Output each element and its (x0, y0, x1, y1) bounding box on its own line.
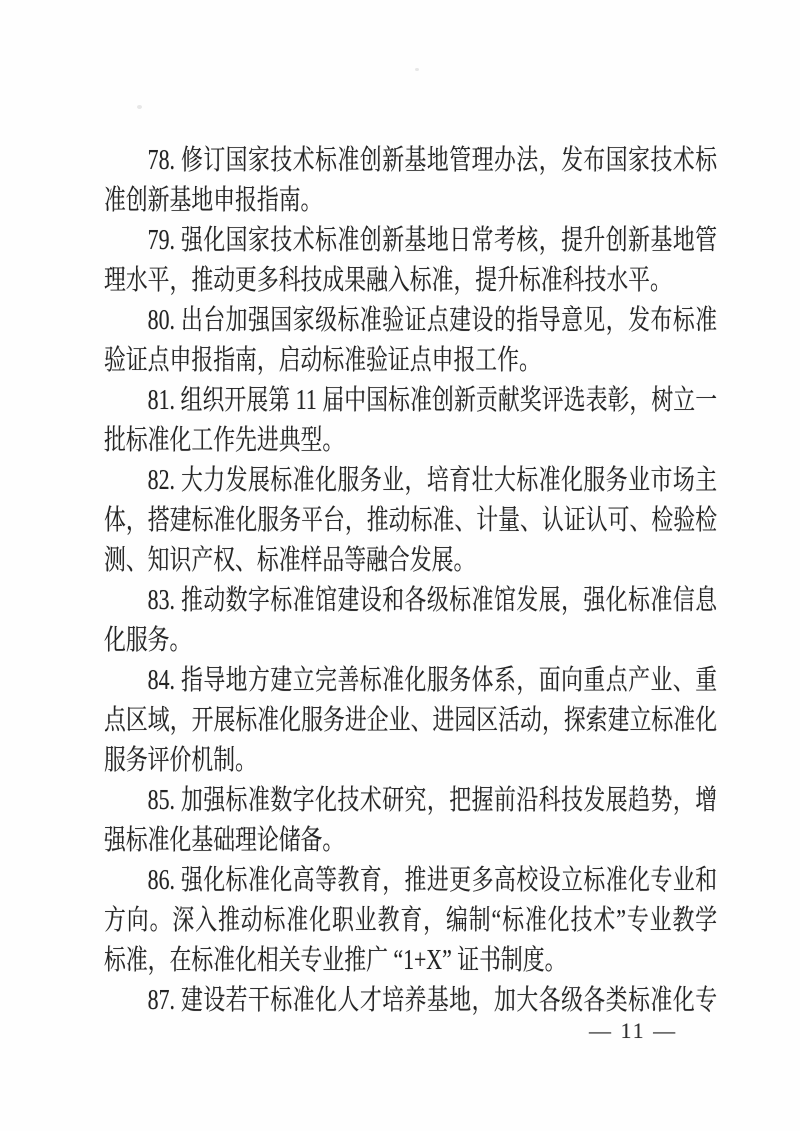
text-line: 标准，在标准化相关专业推广 “1+X” 证书制度。 (104, 945, 567, 976)
text-line: 87. 建设若干标准化人才培养基地，加大各级各类标准化专 (147, 985, 718, 1016)
text-line: 服务评价机制。 (104, 745, 257, 776)
text-line: 85. 加强标准数字化技术研究，把握前沿科技发展趋势，增 (147, 785, 718, 816)
text-line: 体，搭建标准化服务平台，推动标准、计量、认证认可、检验检 (104, 505, 718, 536)
text-line: 86. 强化标准化高等教育，推进更多高校设立标准化专业和 (147, 865, 718, 896)
text-line: 批标准化工作先进典型。 (104, 425, 345, 456)
text-line: 化服务。 (104, 625, 192, 656)
text-line: 82. 大力发展标准化服务业，培育壮大标准化服务业市场主 (147, 465, 718, 496)
text-line: 84. 指导地方建立完善标准化服务体系，面向重点产业、重 (147, 665, 718, 696)
text-line: 80. 出台加强国家级标准验证点建设的指导意见，发布标准 (147, 305, 718, 336)
scan-speck-icon (415, 68, 419, 71)
text-line: 强标准化基础理论储备。 (104, 825, 345, 856)
text-line: 81. 组织开展第 11 届中国标准创新贡献奖评选表彰，树立一 (147, 385, 718, 416)
text-line: 79. 强化国家技术标准创新基地日常考核，提升创新基地管 (147, 225, 718, 256)
text-line: 78. 修订国家技术标准创新基地管理办法，发布国家技术标 (147, 145, 718, 176)
document-body (104, 141, 717, 1021)
text-line: 验证点申报指南，启动标准验证点申报工作。 (104, 345, 541, 376)
text-line: 理水平，推动更多科技成果融入标准，提升标准科技水平。 (104, 265, 672, 296)
scan-speck-icon (137, 105, 142, 109)
text-line: 83. 推动数字标准馆建设和各级标准馆发展，强化标准信息 (147, 585, 718, 616)
text-line: 方向。深入推动标准化职业教育，编制“标准化技术”专业教学 (104, 905, 718, 936)
text-line: 准创新基地申报指南。 (104, 185, 323, 216)
text-line: 测、知识产权、标准样品等融合发展。 (104, 545, 476, 576)
text-line: 点区域，开展标准化服务进企业、进园区活动，探索建立标准化 (104, 705, 718, 736)
page-number: — 11 — (589, 1018, 678, 1043)
